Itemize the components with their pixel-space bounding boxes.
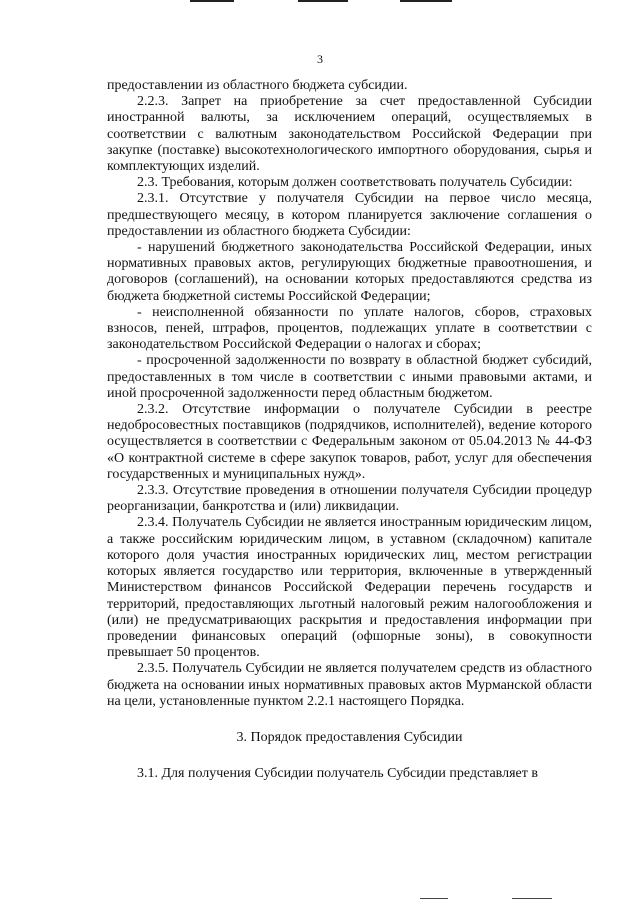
- paragraph: 2.3.3. Отсутствие проведения в отношении получателя Субсидии процедур реорганизации, банкротства и (или) ликвидации.: [107, 483, 592, 515]
- paragraph: 3.1. Для получения Субсидии получатель Субсидии представляет в: [137, 765, 538, 781]
- bottom-rule-right: [512, 898, 552, 899]
- top-rule-right: [400, 0, 452, 2]
- paragraph: 2.3.2. Отсутствие информации о получателе Субсидии в реестре недобросовестных поставщиков (подрядчиков, исполнителей), ведение которого осуществляется в соответствии с Федеральным законом от 05.04.2013 № 44-ФЗ «О контрактной системе в сфере закупок товаров, работ, услуг для обеспечения государственных и муниципальных нужд».: [107, 402, 592, 482]
- section-heading: 3. Порядок предоставления Субсидии: [236, 729, 463, 745]
- paragraph: 2.3. Требования, которым должен соответствовать получатель Субсидии:: [137, 175, 573, 191]
- page-number: 3: [317, 52, 323, 66]
- paragraph: 2.2.3. Запрет на приобретение за счет предоставленной Субсидии иностранной валюты, за исключением операций, осуществляемых в соответствии с валютным законодательством Российской Федерации при закупке (поставке) высокотехнологического импортного оборудования, сырья и комплектующих изделий.: [107, 94, 592, 175]
- document-body: [107, 78, 592, 782]
- paragraph: 2.3.5. Получатель Субсидии не является получателем средств из областного бюджета на основании иных нормативных правовых актов Мурманской области на цели, установленные пунктом 2.2.1 настоящего Порядка.: [107, 661, 592, 709]
- top-rule-middle: [298, 0, 348, 2]
- paragraph: - нарушений бюджетного законодательства Российской Федерации, иных нормативных правовых актов, регулирующих бюджетные правоотношения, и договоров (соглашений), на основании которых предоставляются средства из бюджета бюджетной системы Российской Федерации;: [107, 240, 592, 304]
- paragraph: 2.3.4. Получатель Субсидии не является иностранным юридическим лицом, а также российским юридическим лицом, в уставном (складочном) капитале которого доля участия иностранных юридических лиц, местом регистрации которых является государство или территория, включенные в утвержденный Министерством финансов Российской Федерации перечень государств и территорий, предоставляющих льготный налоговый режим налогообложения и (или) не предусматривающих раскрытия и предоставления информации при проведении финансовых операций (офшорные зоны), в совокупности превышает 50 процентов.: [107, 515, 592, 661]
- top-rule-left: [190, 0, 234, 2]
- paragraph: предоставлении из областного бюджета субсидии.: [107, 78, 408, 93]
- paragraph: - просроченной задолженности по возврату в областной бюджет субсидий, предоставленных в том числе в соответствии с иными правовыми актами, и иной просроченной задолженности перед областным бюджетом.: [107, 353, 592, 401]
- paragraph: - неисполненной обязанности по уплате налогов, сборов, страховых взносов, пеней, штрафов, процентов, подлежащих уплате в соответствии с законодательством Российской Федерации о налогах и сборах;: [107, 304, 592, 353]
- paragraph: 2.3.1. Отсутствие у получателя Субсидии на первое число месяца, предшествующего месяцу, в котором планируется заключение соглашения о предоставлении из областного бюджета Субсидии:: [107, 191, 592, 239]
- bottom-rule-left: [420, 898, 448, 899]
